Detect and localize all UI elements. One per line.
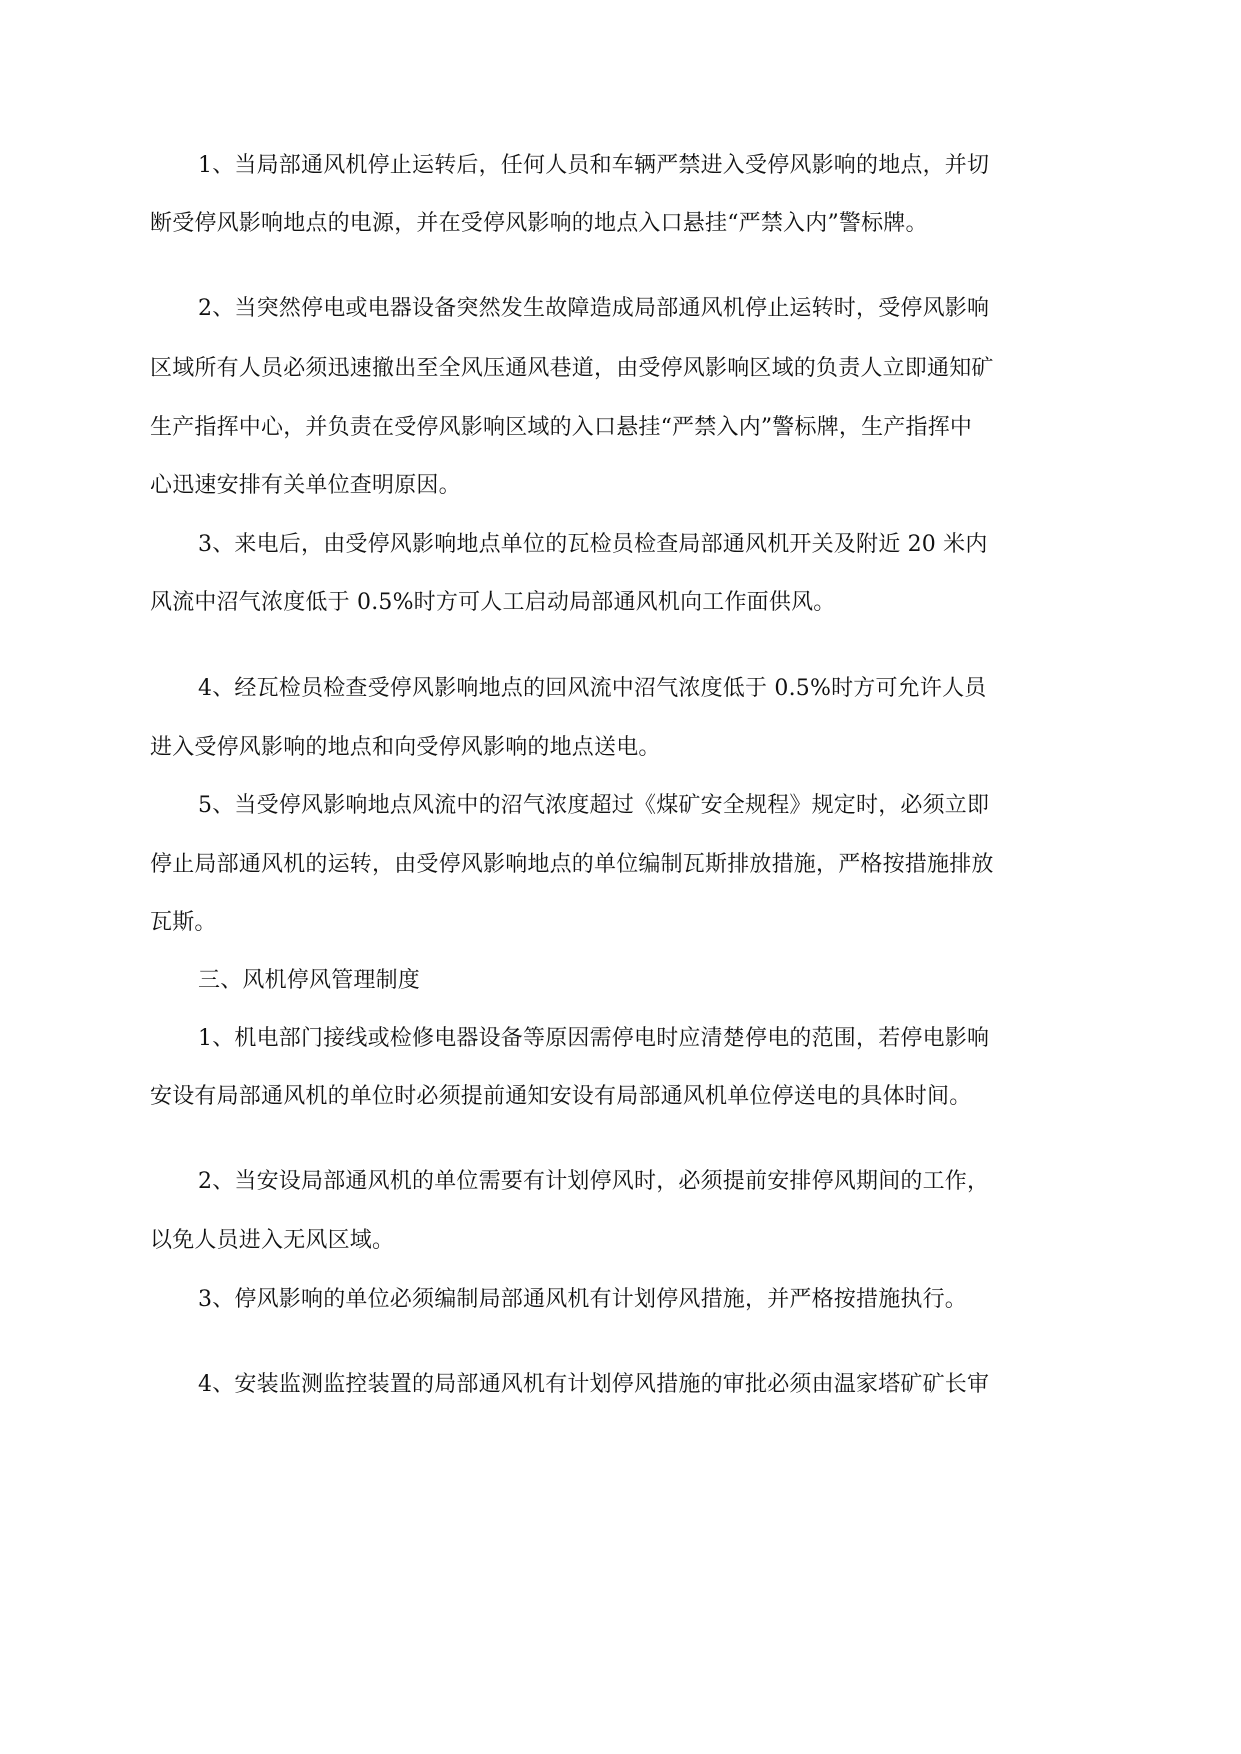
paragraph-line: 2、当突然停电或电器设备突然发生故障造成局部通风机停止运转时，受停风影响 xyxy=(198,296,990,321)
paragraph-line: 区域所有人员必须迅速撤出至全风压通风巷道，由受停风影响区域的负责人立即通知矿 xyxy=(150,356,994,381)
paragraph-line: 停止局部通风机的运转，由受停风影响地点的单位编制瓦斯排放措施，严格按措施排放 xyxy=(150,852,994,877)
paragraph-line: 风流中沼气浓度低于 0.5%时方可人工启动局部通风机向工作面供风。 xyxy=(150,590,836,615)
paragraph-line: 进入受停风影响的地点和向受停风影响的地点送电。 xyxy=(150,735,661,760)
paragraph-line: 4、经瓦检员检查受停风影响地点的回风流中沼气浓度低于 0.5%时方可允许人员 xyxy=(198,676,987,701)
paragraph-line: 5、当受停风影响地点风流中的沼气浓度超过《煤矿安全规程》规定时，必须立即 xyxy=(198,793,990,818)
paragraph-line: 4、安装监测监控装置的局部通风机有计划停风措施的审批必须由温家塔矿矿长审 xyxy=(198,1372,990,1397)
paragraph-line: 断受停风影响地点的电源，并在受停风影响的地点入口悬挂“严禁入内”警标牌。 xyxy=(150,211,928,236)
section-heading: 三、风机停风管理制度 xyxy=(198,968,421,993)
paragraph-line: 以免人员进入无风区域。 xyxy=(150,1228,395,1253)
paragraph-line: 2、当安设局部通风机的单位需要有计划停风时，必须提前安排停风期间的工作， xyxy=(198,1169,990,1194)
paragraph-line: 心迅速安排有关单位查明原因。 xyxy=(150,473,461,498)
paragraph-line: 3、来电后，由受停风影响地点单位的瓦检员检查局部通风机开关及附近 20 米内 xyxy=(198,532,988,557)
paragraph-line: 1、当局部通风机停止运转后，任何人员和车辆严禁进入受停风影响的地点，并切 xyxy=(198,153,990,178)
paragraph-line: 安设有局部通风机的单位时必须提前通知安设有局部通风机单位停送电的具体时间。 xyxy=(150,1084,972,1109)
paragraph-line: 生产指挥中心，并负责在受停风影响区域的入口悬挂“严禁入内”警标牌，生产指挥中 xyxy=(150,415,973,440)
paragraph-line: 瓦斯。 xyxy=(150,910,217,935)
paragraph-line: 1、机电部门接线或检修电器设备等原因需停电时应清楚停电的范围，若停电影响 xyxy=(198,1026,990,1051)
paragraph-line: 3、停风影响的单位必须编制局部通风机有计划停风措施，并严格按措施执行。 xyxy=(198,1287,967,1312)
